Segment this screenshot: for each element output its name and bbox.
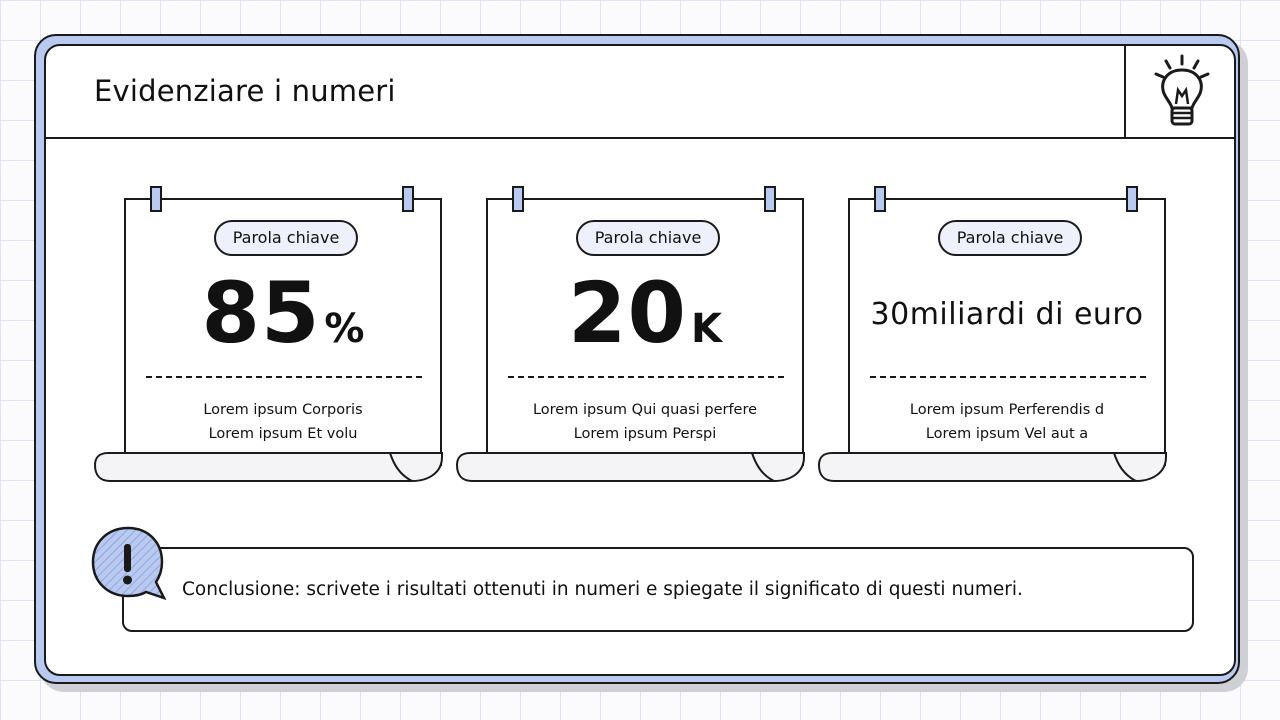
paper-curl bbox=[94, 451, 444, 483]
conclusion-box bbox=[122, 547, 1194, 632]
tape-left bbox=[512, 186, 524, 212]
desc-line: Lorem ipsum Corporis bbox=[203, 402, 363, 418]
lightbulb-icon bbox=[1152, 52, 1212, 130]
stat-number: 85 bbox=[201, 264, 321, 362]
stat-value bbox=[124, 264, 442, 364]
tape-left bbox=[874, 186, 886, 212]
tape-right bbox=[402, 186, 414, 212]
exclamation-icon bbox=[90, 524, 170, 604]
stat-card bbox=[94, 186, 444, 496]
desc-line: Lorem ipsum Perferendis d bbox=[909, 402, 1105, 418]
desc-line: Lorem ipsum Vel aut a bbox=[925, 426, 1089, 442]
stat-value bbox=[486, 264, 804, 364]
stat-unit: K bbox=[690, 306, 722, 352]
card-description bbox=[124, 398, 442, 446]
stat-card bbox=[456, 186, 806, 496]
card-description bbox=[848, 398, 1166, 446]
stat-number: 30miliardi di euro bbox=[870, 296, 1144, 332]
stat-card bbox=[818, 186, 1168, 496]
stat-value bbox=[848, 264, 1166, 364]
card-description bbox=[486, 398, 804, 446]
tape-right bbox=[764, 186, 776, 212]
desc-line: Lorem ipsum Perspi bbox=[573, 426, 717, 442]
stat-unit: % bbox=[324, 306, 365, 352]
paper-curl bbox=[456, 451, 806, 483]
divider bbox=[146, 376, 422, 378]
tape-right bbox=[1126, 186, 1138, 212]
tape-left bbox=[150, 186, 162, 212]
keyword-badge: Parola chiave bbox=[576, 220, 720, 256]
desc-line: Lorem ipsum Qui quasi perfere bbox=[532, 402, 758, 418]
keyword-badge: Parola chiave bbox=[214, 220, 358, 256]
header-icon-cell bbox=[1124, 46, 1234, 137]
title-bar bbox=[46, 46, 1234, 139]
divider bbox=[508, 376, 784, 378]
slide-title: Evidenziare i numeri bbox=[94, 74, 396, 108]
paper-curl bbox=[818, 451, 1168, 483]
keyword-badge: Parola chiave bbox=[938, 220, 1082, 256]
stat-number: 20 bbox=[568, 264, 687, 362]
desc-line: Lorem ipsum Et volu bbox=[208, 426, 358, 442]
divider bbox=[870, 376, 1146, 378]
conclusion-text: Conclusione: scrivete i risultati ottenuti in numeri e spiegate il significato di questi numeri. bbox=[182, 579, 1023, 600]
